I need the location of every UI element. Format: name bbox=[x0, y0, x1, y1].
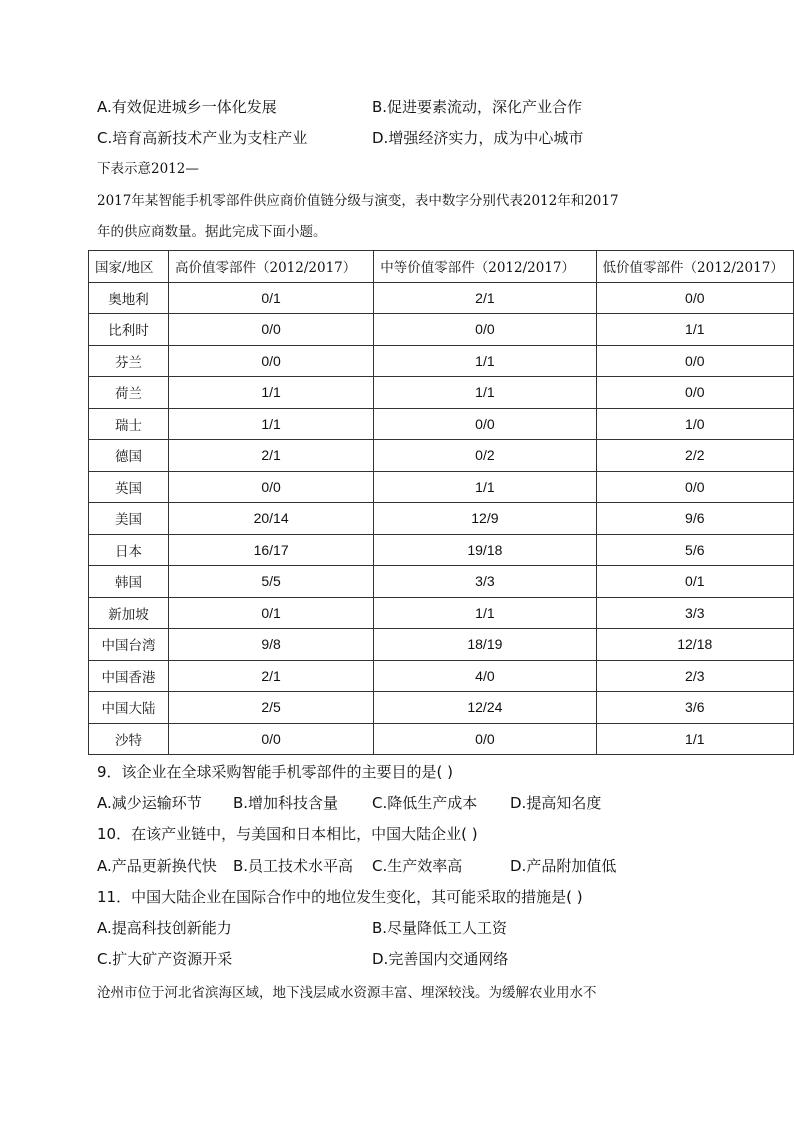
table-row bbox=[89, 345, 794, 377]
header-low-value: 低价值零部件（2012/2017） bbox=[596, 251, 793, 283]
cell-region: 英国 bbox=[89, 471, 169, 503]
question-11-option-c: C.扩大矿产资源开采 bbox=[97, 950, 233, 968]
cell-region: 芬兰 bbox=[89, 345, 169, 377]
cell-low-value: 1/1 bbox=[596, 723, 793, 755]
cell-mid-value: 18/19 bbox=[374, 629, 596, 661]
option-d: D.增强经济实力，成为中心城市 bbox=[372, 129, 584, 147]
next-passage-line-1: 沧州市位于河北省滨海区域，地下浅层咸水资源丰富、埋深较浅。为缓解农业用水不 bbox=[97, 985, 597, 1001]
table-row bbox=[89, 440, 794, 472]
cell-region: 日本 bbox=[89, 534, 169, 566]
table-row bbox=[89, 566, 794, 598]
cell-region: 瑞士 bbox=[89, 408, 169, 440]
cell-low-value: 12/18 bbox=[596, 629, 793, 661]
cell-low-value: 2/3 bbox=[596, 660, 793, 692]
table-row bbox=[89, 282, 794, 314]
question-11-option-a: A.提高科技创新能力 bbox=[97, 919, 232, 937]
cell-low-value: 5/6 bbox=[596, 534, 793, 566]
question-10-stem: 10．在该产业链中，与美国和日本相比，中国大陆企业( ) bbox=[97, 825, 478, 843]
cell-high-value: 9/8 bbox=[168, 629, 373, 661]
option-c: C.培育高新技术产业为支柱产业 bbox=[97, 129, 308, 147]
cell-region: 奥地利 bbox=[89, 282, 169, 314]
header-region: 国家/地区 bbox=[89, 251, 169, 283]
cell-mid-value: 1/1 bbox=[374, 345, 596, 377]
cell-mid-value: 0/0 bbox=[374, 723, 596, 755]
table-row bbox=[89, 597, 794, 629]
question-10-option-a: A.产品更新换代快 bbox=[97, 857, 217, 875]
cell-mid-value: 1/1 bbox=[374, 471, 596, 503]
table-row bbox=[89, 503, 794, 535]
cell-low-value: 0/0 bbox=[596, 282, 793, 314]
cell-low-value: 0/1 bbox=[596, 566, 793, 598]
question-10-option-d: D.产品附加值低 bbox=[510, 857, 617, 875]
cell-high-value: 1/1 bbox=[168, 377, 373, 409]
table-row bbox=[89, 377, 794, 409]
option-a: A.有效促进城乡一体化发展 bbox=[97, 98, 277, 116]
cell-mid-value: 1/1 bbox=[374, 597, 596, 629]
cell-mid-value: 1/1 bbox=[374, 377, 596, 409]
cell-low-value: 0/0 bbox=[596, 377, 793, 409]
cell-mid-value: 0/0 bbox=[374, 408, 596, 440]
cell-region: 中国大陆 bbox=[89, 692, 169, 724]
cell-low-value: 9/6 bbox=[596, 503, 793, 535]
cell-high-value: 0/1 bbox=[168, 282, 373, 314]
cell-low-value: 1/0 bbox=[596, 408, 793, 440]
cell-low-value: 2/2 bbox=[596, 440, 793, 472]
cell-region: 新加坡 bbox=[89, 597, 169, 629]
table-row bbox=[89, 534, 794, 566]
question-9-option-a: A.减少运输环节 bbox=[97, 794, 202, 812]
cell-low-value: 0/0 bbox=[596, 345, 793, 377]
cell-mid-value: 0/0 bbox=[374, 314, 596, 346]
cell-high-value: 16/17 bbox=[168, 534, 373, 566]
cell-high-value: 0/0 bbox=[168, 471, 373, 503]
question-11-option-d: D.完善国内交通网络 bbox=[372, 950, 509, 968]
cell-region: 德国 bbox=[89, 440, 169, 472]
cell-high-value: 1/1 bbox=[168, 408, 373, 440]
cell-region: 荷兰 bbox=[89, 377, 169, 409]
question-9-option-b: B.增加科技含量 bbox=[233, 794, 339, 812]
cell-high-value: 5/5 bbox=[168, 566, 373, 598]
cell-region: 美国 bbox=[89, 503, 169, 535]
table-row bbox=[89, 692, 794, 724]
cell-low-value: 3/6 bbox=[596, 692, 793, 724]
cell-mid-value: 2/1 bbox=[374, 282, 596, 314]
cell-low-value: 3/3 bbox=[596, 597, 793, 629]
question-11-option-b: B.尽量降低工人工资 bbox=[372, 919, 508, 937]
intro-line-3: 年的供应商数量。据此完成下面小题。 bbox=[97, 224, 327, 240]
cell-high-value: 0/0 bbox=[168, 345, 373, 377]
question-9-option-c: C.降低生产成本 bbox=[372, 794, 478, 812]
cell-high-value: 0/0 bbox=[168, 723, 373, 755]
cell-mid-value: 4/0 bbox=[374, 660, 596, 692]
table-header-row bbox=[89, 251, 794, 283]
intro-line-2: 2017年某智能手机零部件供应商价值链分级与演变，表中数字分别代表2012年和2017 bbox=[97, 193, 619, 209]
cell-mid-value: 3/3 bbox=[374, 566, 596, 598]
question-9-stem: 9．该企业在全球采购智能手机零部件的主要目的是( ) bbox=[97, 763, 454, 781]
cell-mid-value: 0/2 bbox=[374, 440, 596, 472]
cell-high-value: 20/14 bbox=[168, 503, 373, 535]
cell-mid-value: 19/18 bbox=[374, 534, 596, 566]
table-row bbox=[89, 471, 794, 503]
supplier-value-table bbox=[88, 250, 794, 755]
cell-high-value: 2/1 bbox=[168, 660, 373, 692]
option-b: B.促进要素流动，深化产业合作 bbox=[372, 98, 583, 116]
cell-region: 比利时 bbox=[89, 314, 169, 346]
table-row bbox=[89, 408, 794, 440]
cell-high-value: 0/1 bbox=[168, 597, 373, 629]
question-11-stem: 11．中国大陆企业在国际合作中的地位发生变化，其可能采取的措施是( ) bbox=[97, 888, 583, 906]
table-row bbox=[89, 660, 794, 692]
question-9-option-d: D.提高知名度 bbox=[510, 794, 602, 812]
intro-line-1: 下表示意2012— bbox=[97, 161, 199, 177]
cell-low-value: 1/1 bbox=[596, 314, 793, 346]
table-row bbox=[89, 629, 794, 661]
question-10-option-c: C.生产效率高 bbox=[372, 857, 463, 875]
cell-region: 中国香港 bbox=[89, 660, 169, 692]
header-high-value: 高价值零部件（2012/2017） bbox=[168, 251, 373, 283]
cell-mid-value: 12/24 bbox=[374, 692, 596, 724]
table-row bbox=[89, 314, 794, 346]
cell-low-value: 0/0 bbox=[596, 471, 793, 503]
cell-region: 中国台湾 bbox=[89, 629, 169, 661]
cell-mid-value: 12/9 bbox=[374, 503, 596, 535]
cell-high-value: 2/1 bbox=[168, 440, 373, 472]
header-mid-value: 中等价值零部件（2012/2017） bbox=[374, 251, 596, 283]
cell-region: 韩国 bbox=[89, 566, 169, 598]
table-row bbox=[89, 723, 794, 755]
question-10-option-b: B.员工技术水平高 bbox=[233, 857, 354, 875]
cell-high-value: 0/0 bbox=[168, 314, 373, 346]
cell-high-value: 2/5 bbox=[168, 692, 373, 724]
cell-region: 沙特 bbox=[89, 723, 169, 755]
